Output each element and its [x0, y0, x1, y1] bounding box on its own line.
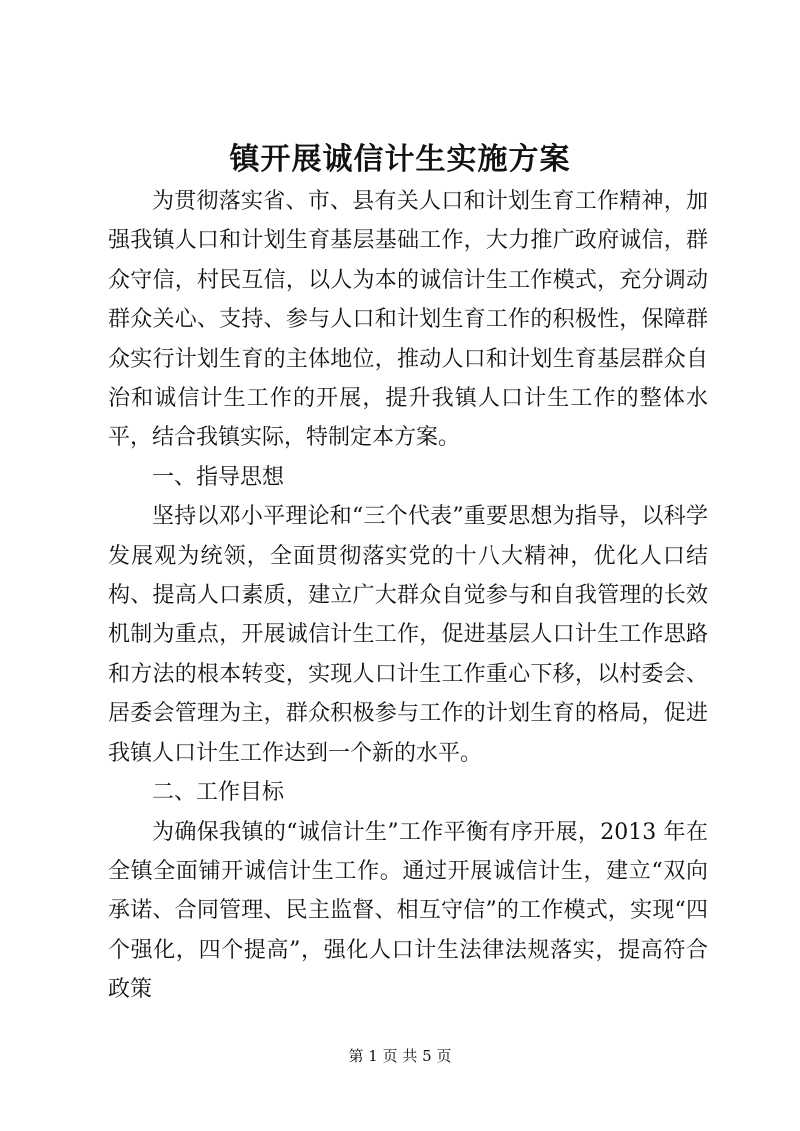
- section-heading-guiding-ideology: 一、指导思想: [152, 464, 285, 490]
- document-body: [108, 182, 708, 1010]
- section-heading-work-goals: 二、工作目标: [152, 780, 285, 806]
- intro-paragraph: 为贯彻落实省、市、县有关人口和计划生育工作精神，加强我镇人口和计划生育基层基础工作，大力推广政府诚信，群众守信，村民互信，以人为本的诚信计生工作模式，充分调动群众关心、支持、参与人口和计划生育工作的积极性，保障群众实行计划生育的主体地位，推动人口和计划生育基层群众自治和诚信计生工作的开展，提升我镇人口计生工作的整体水平，结合我镇实际，特制定本方案。: [108, 189, 708, 451]
- document-title: 镇开展诚信计生实施方案: [229, 142, 571, 177]
- guiding-ideology-paragraph: 坚持以邓小平理论和“三个代表”重要思想为指导，以科学发展观为统领，全面贯彻落实党的十八大精神，优化人口结构、提高人口素质，建立广大群众自觉参与和自我管理的长效机制为重点，开展诚信计生工作，促进基层人口计生工作思路和方法的根本转变，实现人口计生工作重心下移，以村委会、居委会管理为主，群众积极参与工作的计划生育的格局，促进我镇人口计生工作达到一个新的水平。: [108, 504, 708, 766]
- page-footer: 第 1 页 共 5 页: [348, 1047, 452, 1065]
- work-goals-paragraph: 为确保我镇的“诚信计生”工作平衡有序开展，2013 年在全镇全面铺开诚信计生工作。通过开展诚信计生，建立“双向承诺、合同管理、民主监督、相互守信”的工作模式，实现“四个强化，四个提高”，强化人口计生法律法规落实，提高符合政策: [108, 819, 708, 1003]
